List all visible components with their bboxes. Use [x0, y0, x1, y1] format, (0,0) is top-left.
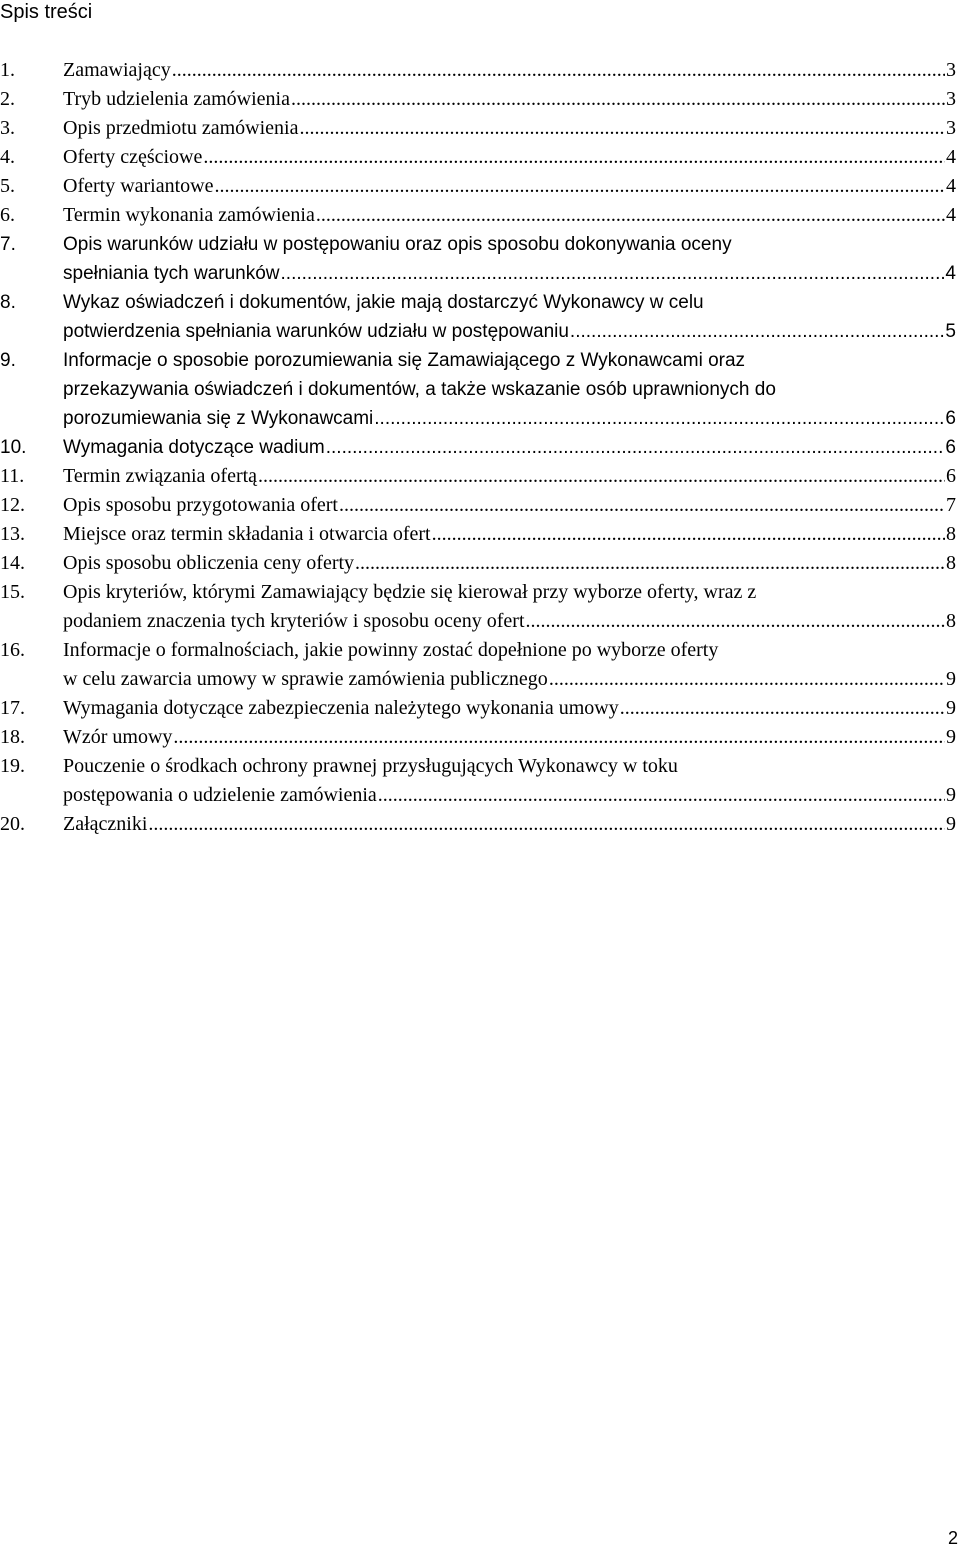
toc-entry[interactable] — [0, 549, 960, 578]
toc-entry-line: Oferty wariantowe — [63, 175, 214, 197]
toc-entry[interactable] — [0, 462, 960, 491]
toc-entry-line: Miejsce oraz termin składania i otwarcia ofert — [63, 523, 431, 545]
toc-entry-text — [63, 752, 956, 810]
toc-entry-page: 6 — [945, 437, 956, 458]
dot-leader — [549, 665, 945, 694]
toc-entry-line: Wymagania dotyczące wadium — [63, 437, 325, 458]
toc-entry[interactable] — [0, 520, 960, 549]
dot-leader — [526, 607, 945, 636]
toc-entry-line: Tryb udzielenia zamówienia — [63, 88, 290, 110]
toc-entry[interactable] — [0, 723, 960, 752]
toc-entry[interactable] — [0, 56, 960, 85]
toc-entry-page: 9 — [946, 784, 956, 806]
toc-entry-line: Opis sposobu przygotowania ofert — [63, 494, 338, 516]
toc-entry-line: Oferty częściowe — [63, 146, 203, 168]
toc-entry-number: 20. — [0, 813, 25, 835]
toc-entry-page: 8 — [946, 523, 956, 545]
toc-entry-text — [63, 230, 956, 288]
toc-entry-page: 9 — [946, 668, 956, 690]
toc-entry-page: 3 — [946, 117, 956, 139]
toc-entry-lastline — [63, 781, 956, 810]
toc-entry-text — [63, 491, 956, 520]
toc-entry-line: Załączniki — [63, 813, 148, 835]
toc-entry-number: 8. — [0, 292, 16, 313]
toc-entry-number: 18. — [0, 726, 25, 748]
toc-entry-lastline — [63, 810, 956, 839]
toc-entry[interactable] — [0, 578, 960, 636]
toc-entry-lastline — [63, 462, 956, 491]
dot-leader — [374, 404, 944, 433]
toc-entry-lastline — [63, 491, 956, 520]
toc-entry-number: 2. — [0, 88, 15, 110]
dot-leader — [172, 56, 945, 85]
dot-leader — [378, 781, 945, 810]
page-number: 2 — [947, 1528, 958, 1548]
dot-leader — [215, 172, 946, 201]
toc-entry-lastline — [63, 694, 956, 723]
toc-entry-lastline — [63, 549, 956, 578]
toc-entry-line: Opis sposobu obliczenia ceny oferty — [63, 552, 355, 574]
toc-entry[interactable] — [0, 433, 960, 462]
toc-entry[interactable] — [0, 491, 960, 520]
toc-entry-text — [63, 288, 956, 346]
toc-entry-line: Zamawiający — [63, 59, 171, 81]
toc-entry-number: 6. — [0, 204, 15, 226]
toc-entry-line: Informacje o formalnościach, jakie powinny zostać dopełnione po wyborze oferty — [63, 639, 719, 661]
toc-entry-page: 3 — [946, 59, 956, 81]
toc-entry-lastline — [63, 317, 956, 346]
dot-leader — [326, 433, 945, 462]
toc-entry-number: 13. — [0, 523, 25, 545]
toc-entry-page: 4 — [946, 175, 956, 197]
toc-entry-lastline — [63, 172, 956, 201]
toc-entry-line: Wzór umowy — [63, 726, 173, 748]
toc-entry-page: 6 — [946, 465, 956, 487]
toc-entry[interactable] — [0, 143, 960, 172]
toc-entry[interactable] — [0, 230, 960, 288]
toc-entry-line: potwierdzenia spełniania warunków udziału w postępowaniu — [63, 321, 569, 342]
dot-leader — [620, 694, 945, 723]
toc-entry[interactable] — [0, 752, 960, 810]
toc-entry-text — [63, 636, 956, 694]
toc-entry-text — [63, 694, 956, 723]
toc-entry-line: postępowania o udzielenie zamówienia — [63, 784, 377, 806]
dot-leader — [258, 462, 945, 491]
toc-entry-text — [63, 433, 956, 462]
toc-entry-page: 8 — [946, 552, 956, 574]
dot-leader — [432, 520, 945, 549]
toc-entry-lastline — [63, 607, 956, 636]
toc-entry-line: Pouczenie o środkach ochrony prawnej przysługujących Wykonawcy w toku — [63, 755, 678, 777]
dot-leader — [355, 549, 945, 578]
dot-leader — [203, 143, 945, 172]
toc-entry-text — [63, 520, 956, 549]
toc-entry-number: 1. — [0, 59, 15, 81]
toc-entry-line: Opis przedmiotu zamówienia — [63, 117, 299, 139]
toc-entry-number: 7. — [0, 234, 16, 255]
toc-entry[interactable] — [0, 114, 960, 143]
toc-entry-line: podaniem znaczenia tych kryteriów i sposobu oceny ofert — [63, 610, 525, 632]
toc-entry-page: 4 — [946, 146, 956, 168]
toc-entry-lastline — [63, 259, 956, 288]
toc-heading: Spis treści — [0, 1, 93, 23]
toc-entry-number: 10. — [0, 437, 27, 458]
toc-entry-line: Informacje o sposobie porozumiewania się Zamawiającego z Wykonawcami oraz — [63, 350, 746, 371]
toc-entry-line: Wymagania dotyczące zabezpieczenia należytego wykonania umowy — [63, 697, 619, 719]
dot-leader — [291, 85, 945, 114]
toc-entry[interactable] — [0, 172, 960, 201]
toc-entry-line: Termin związania ofertą — [63, 465, 258, 487]
toc-entry-text — [63, 549, 956, 578]
toc-entry-lastline — [63, 433, 956, 462]
toc-entry[interactable] — [0, 288, 960, 346]
toc-entry-text — [63, 85, 956, 114]
toc-entry-lastline — [63, 723, 956, 752]
toc-entry-text — [63, 143, 956, 172]
toc-entry-page: 3 — [946, 88, 956, 110]
toc-entry-line: porozumiewania się z Wykonawcami — [63, 408, 374, 429]
toc-entry-text — [63, 578, 956, 636]
toc-entry-line: przekazywania oświadczeń i dokumentów, a także wskazanie osób uprawnionych do — [63, 379, 776, 400]
toc-entry-text — [63, 56, 956, 85]
toc-entry-number: 3. — [0, 117, 15, 139]
toc-entry-number: 11. — [0, 465, 25, 487]
toc-entry-text — [63, 723, 956, 752]
toc-entry-page: 4 — [946, 204, 956, 226]
toc-entry-number: 5. — [0, 175, 15, 197]
toc-entry[interactable] — [0, 636, 960, 694]
toc-entry-page: 7 — [946, 494, 956, 516]
dot-leader — [300, 114, 946, 143]
toc-entry-lastline — [63, 114, 956, 143]
toc-entry-page: 9 — [946, 697, 956, 719]
toc-entry-text — [63, 346, 956, 433]
toc-entry-page: 4 — [945, 263, 956, 284]
toc-entry-page: 6 — [945, 408, 956, 429]
toc-entry-text — [63, 810, 956, 839]
toc-entry-page: 9 — [946, 726, 956, 748]
dot-leader — [570, 317, 945, 346]
toc-entry-line: spełniania tych warunków — [63, 263, 280, 284]
toc-entry-line: Wykaz oświadczeń i dokumentów, jakie mają dostarczyć Wykonawcy w celu — [63, 292, 704, 313]
toc-entry-line: Opis warunków udziału w postępowaniu oraz opis sposobu dokonywania oceny — [63, 234, 732, 255]
toc-entry-lastline — [63, 201, 956, 230]
toc-entry-number: 17. — [0, 697, 25, 719]
toc-entry-line: Opis kryteriów, którymi Zamawiający będzie się kierował przy wyborze oferty, wraz z — [63, 581, 757, 603]
toc-entry-line: Termin wykonania zamówienia — [63, 204, 315, 226]
toc-entry-number: 15. — [0, 581, 25, 603]
toc-entry-lastline — [63, 143, 956, 172]
toc-entry-lastline — [63, 665, 956, 694]
toc-entry-number: 9. — [0, 350, 16, 371]
toc-entry-page: 9 — [946, 813, 956, 835]
toc-entry-text — [63, 114, 956, 143]
toc-entry-number: 12. — [0, 494, 25, 516]
toc-entry-page: 8 — [946, 610, 956, 632]
toc-entry-lastline — [63, 520, 956, 549]
toc-entry-number: 19. — [0, 755, 25, 777]
toc-entry-lastline — [63, 85, 956, 114]
toc-entry-text — [63, 201, 956, 230]
toc-entry-number: 16. — [0, 639, 25, 661]
dot-leader — [316, 201, 945, 230]
toc-entry-line: w celu zawarcia umowy w sprawie zamówienia publicznego — [63, 668, 548, 690]
toc-entry-text — [63, 172, 956, 201]
toc-entry-lastline — [63, 56, 956, 85]
toc-entry[interactable] — [0, 694, 960, 723]
dot-leader — [148, 810, 945, 839]
toc-entry[interactable] — [0, 810, 960, 839]
toc-entry[interactable] — [0, 201, 960, 230]
toc-entry-lastline — [63, 404, 956, 433]
table-of-contents — [0, 56, 960, 839]
dot-leader — [281, 259, 945, 288]
dot-leader — [339, 491, 945, 520]
toc-entry-number: 14. — [0, 552, 25, 574]
toc-entry-number: 4. — [0, 146, 15, 168]
toc-entry[interactable] — [0, 346, 960, 433]
toc-entry-text — [63, 462, 956, 491]
toc-entry[interactable] — [0, 85, 960, 114]
toc-entry-page: 5 — [945, 321, 956, 342]
dot-leader — [173, 723, 945, 752]
